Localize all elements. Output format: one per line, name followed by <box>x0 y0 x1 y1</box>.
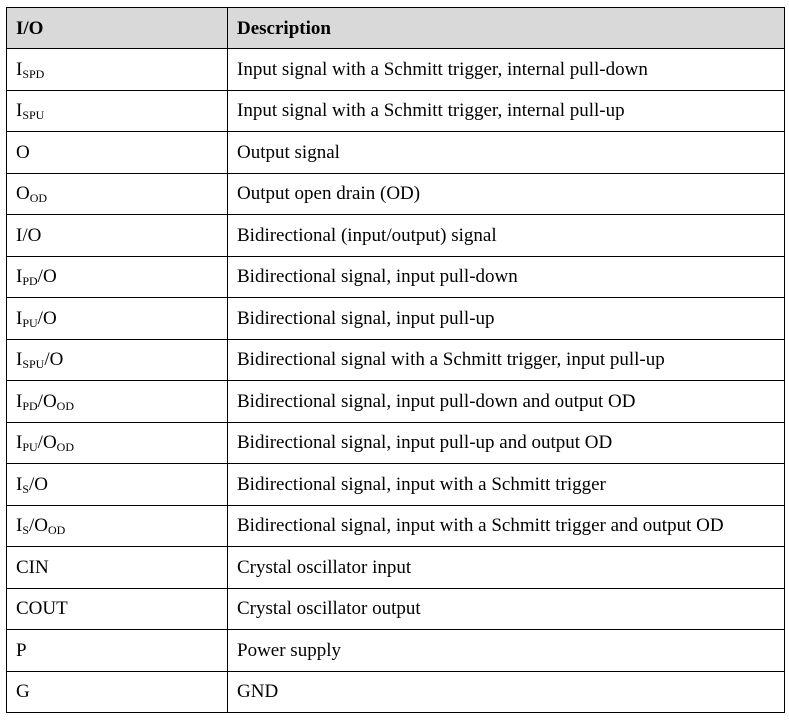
table-row <box>7 588 785 630</box>
table-row <box>7 422 785 464</box>
io-subscript: PD <box>22 274 38 289</box>
io-subscript: OD <box>56 440 75 455</box>
io-text: /O <box>37 432 57 454</box>
io-subscript: S <box>22 523 30 538</box>
table-row <box>7 256 785 298</box>
io-cell <box>7 339 228 381</box>
io-text: /O <box>37 266 57 288</box>
description-cell: Input signal with a Schmitt trigger, internal pull-up <box>228 90 785 132</box>
io-text: P <box>16 639 27 661</box>
io-subscript: SPU <box>22 108 45 123</box>
io-cell <box>7 298 228 340</box>
io-cell <box>7 132 228 174</box>
description-cell: Bidirectional signal, input pull-down and output OD <box>228 381 785 423</box>
io-cell <box>7 464 228 506</box>
io-subscript: PU <box>22 440 38 455</box>
table-row <box>7 49 785 91</box>
header-io: I/O <box>7 8 228 49</box>
description-cell: Bidirectional (input/output) signal <box>228 215 785 257</box>
table-row <box>7 173 785 215</box>
io-text: I <box>16 266 23 288</box>
io-text: /O <box>44 349 64 371</box>
description-cell: Crystal oscillator input <box>228 547 785 589</box>
io-text: I <box>16 100 23 122</box>
io-subscript: SPU <box>22 357 45 372</box>
description-cell: Output signal <box>228 132 785 174</box>
io-cell <box>7 215 228 257</box>
description-cell: Bidirectional signal, input pull-down <box>228 256 785 298</box>
io-cell <box>7 381 228 423</box>
header-row <box>7 8 785 49</box>
description-cell: Input signal with a Schmitt trigger, internal pull-down <box>228 49 785 91</box>
io-text: I <box>16 349 23 371</box>
io-cell <box>7 256 228 298</box>
io-cell <box>7 505 228 547</box>
io-cell <box>7 547 228 589</box>
description-cell: Bidirectional signal, input pull-up <box>228 298 785 340</box>
io-cell <box>7 90 228 132</box>
io-text: /O <box>29 473 49 495</box>
description-cell: Bidirectional signal with a Schmitt trigger, input pull-up <box>228 339 785 381</box>
io-cell <box>7 588 228 630</box>
io-subscript: PU <box>22 315 38 330</box>
io-subscript: OD <box>56 398 75 413</box>
description-cell: Bidirectional signal, input with a Schmitt trigger and output OD <box>228 505 785 547</box>
table-row <box>7 90 785 132</box>
table-row <box>7 671 785 713</box>
table-row <box>7 547 785 589</box>
io-text: /O <box>29 515 49 537</box>
io-text: I/O <box>16 224 42 246</box>
description-cell: Power supply <box>228 630 785 672</box>
io-text: COUT <box>16 598 68 620</box>
io-cell <box>7 422 228 464</box>
io-text: CIN <box>16 556 49 578</box>
io-text: I <box>16 390 23 412</box>
io-subscript: PD <box>22 398 38 413</box>
io-cell <box>7 671 228 713</box>
io-text: /O <box>37 390 57 412</box>
io-type-table <box>6 7 785 713</box>
table-body <box>7 49 785 713</box>
io-text: I <box>16 432 23 454</box>
table-row <box>7 505 785 547</box>
description-cell: Crystal oscillator output <box>228 588 785 630</box>
table-row <box>7 381 785 423</box>
io-cell <box>7 49 228 91</box>
table-row <box>7 339 785 381</box>
io-subscript: OD <box>48 523 66 538</box>
io-subscript: SPD <box>22 66 45 81</box>
io-text: O <box>16 183 30 205</box>
table-header <box>7 8 785 49</box>
header-description: Description <box>228 8 785 49</box>
description-cell: Output open drain (OD) <box>228 173 785 215</box>
io-text: I <box>16 515 23 537</box>
io-subscript: OD <box>29 191 48 206</box>
table-row <box>7 630 785 672</box>
io-text: I <box>16 307 23 329</box>
table-row <box>7 298 785 340</box>
table-row <box>7 215 785 257</box>
table-row <box>7 464 785 506</box>
io-cell <box>7 173 228 215</box>
description-cell: Bidirectional signal, input with a Schmitt trigger <box>228 464 785 506</box>
io-text: G <box>16 681 30 703</box>
description-cell: Bidirectional signal, input pull-up and output OD <box>228 422 785 464</box>
table-row <box>7 132 785 174</box>
io-text: O <box>16 141 30 163</box>
io-subscript: S <box>22 481 30 496</box>
io-cell <box>7 630 228 672</box>
description-cell: GND <box>228 671 785 713</box>
io-text: I <box>16 473 23 495</box>
io-text: I <box>16 58 23 80</box>
io-text: /O <box>37 307 57 329</box>
